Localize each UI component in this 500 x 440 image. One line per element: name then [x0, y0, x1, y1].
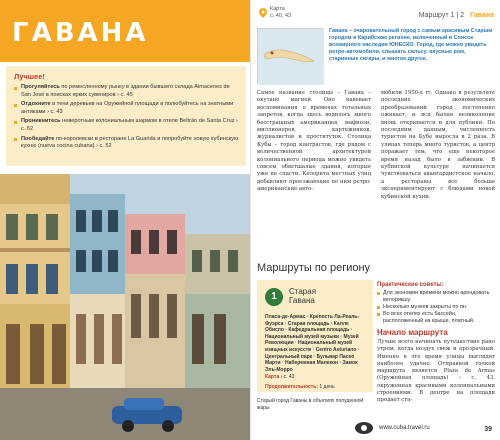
route-duration-value: 1 день [319, 384, 335, 390]
tips-list [377, 290, 495, 325]
footer [355, 422, 430, 434]
street-illustration [0, 174, 250, 440]
route-start-title: Начало маршрута [377, 328, 448, 337]
photo-caption: Старый город Гаваны в объятиях полуденной жары [257, 398, 364, 411]
right-page [250, 0, 500, 440]
routes-header: Маршруты по региону [257, 262, 371, 274]
body-column-right: мобили 1950-х гг. Однако в результате последних экономических преобразований город постепенно оживает, и вся былая великолепие вновь открывается и для публики. По последним данным, численность туристов на Кубе выросла в 2 раза. В улицах теперь много туристов, а центр поражает тем, что еще некоторое время назад было в забвении. В кубинской культуре начинается чувствоваться авангардистское начало, а рестораны все больше экспериментируют с блюдами новой кубинской кухни. [381, 90, 495, 200]
tip-item: Для экономии времени можно арендовать велорикшу. [377, 290, 495, 304]
best-item: Прогуляйтесь по ремесленному рынку в здании бывшего склада Almacenes de San José в поисках ярких сувениров › с. 45 [14, 84, 240, 99]
map-ref-pages: с. 40, 43 [270, 12, 292, 19]
route-start-text: Лучше всего начинать путешествие рано утром, когда воздух свеж и прозрачный. Именно в это время улицы выглядят наиболее удачно. Отправной точкой маршрута является Plaza de Armas (Оружейная площадь) › с. 43, окруженная красивыми колониальными строениями. В центре на площади продает ста- [377, 339, 495, 404]
body-column-left: Самое название столицы – Гавана – окутано магией. Оно навевает воспоминания о временах тотальных запретов, когда здесь водилось много бесстрашных американцев, мафиози, миллионеров, картежников, журналистов и проституток. Столица Кубы – город контрастов, где рядом с величественной архитектурой колониального периода можно увидеть совсем обветшалые здания, которые уже не спасти. Колорита местных улиц добавляют проезжающие по ним ретро-американские авто- [257, 90, 371, 193]
cuba-logo-icon [355, 422, 373, 434]
route-stops: Пласа-де-Армас · Крепость Ла-Реаль-Фуэрса · Старая площадь · Калле Обиспо · Кафедральная площадь · Национальный музей музыки · Музей Революции · Национальный музей изящных искусств · Centro Asturiano · Центральный парк · Бульвар Пасео Марти · Набережная Малекон · Замок Эль-Морро [265, 314, 360, 373]
route-box [257, 280, 373, 392]
best-item: Отдохните в тени деревьев на Оружейной площади и полюбуйтесь на знатными антиками › с. 43 [14, 101, 240, 116]
cuba-locator-map [257, 28, 323, 84]
route-name [289, 287, 316, 305]
route-nav-city: Гавана [470, 12, 494, 19]
tip-item: Во всех отелях есть бассейн, расположенный на крыше, платный. [377, 311, 495, 325]
route-nav [419, 12, 494, 19]
best-list [14, 84, 240, 153]
best-box [6, 66, 246, 166]
route-nav-pages[interactable]: 1 | 2 [450, 12, 465, 19]
body-columns [257, 90, 495, 245]
map-ref-text [270, 6, 291, 19]
route-duration [265, 384, 335, 390]
havana-street-photo [0, 174, 250, 440]
page-number: 39 [484, 426, 492, 433]
best-item: Пообедайте по-королевски в ресторане La Guarida и попробуйте новую кубинскую кухню (nueva cocina cubana) › с. 52 [14, 136, 240, 151]
route-map-ref: Карта › с. 43 [265, 374, 295, 380]
route-name-line2: Гавана [289, 296, 315, 305]
route-duration-label: Продолжительность: [265, 384, 318, 390]
route-name-line1: Старая [289, 287, 317, 296]
map-pin-icon [259, 8, 267, 18]
footer-site[interactable]: www.cuba.travel.ru [379, 425, 430, 431]
route-map-label: Карта [265, 374, 280, 380]
intro-section [257, 28, 495, 86]
best-item: Проникнитесь неверотным колониальным шармом в отеле Beltrán de Santa Cruz › с. 52 [14, 118, 240, 133]
tip-item: Несколько музеев закрыты по пн. [377, 304, 495, 311]
practical-tips [377, 282, 495, 325]
intro-text: Гавана – очаровательный город с самым красивым Старым городом в Карибском регионе, включенный в Список всемирного наследия ЮНЕСКО. Город, где можно увидеть ретро-автомобили, слышать сальсу, вкусные ром, старинные сигары, и многое другое. [329, 28, 493, 62]
map-ref-label: Карта [270, 6, 285, 12]
best-heading: Лучшее! [14, 72, 45, 81]
tips-title: Практические советы: [377, 282, 444, 288]
title-band [0, 0, 250, 62]
page-title: ГАВАНА [12, 18, 149, 48]
route-number-badge: 1 [265, 288, 283, 306]
map-reference [259, 6, 291, 19]
cuba-map-illustration [258, 29, 324, 85]
route-map-pages: с. 43 [283, 374, 295, 380]
route-nav-prefix: Маршрут [418, 12, 449, 19]
